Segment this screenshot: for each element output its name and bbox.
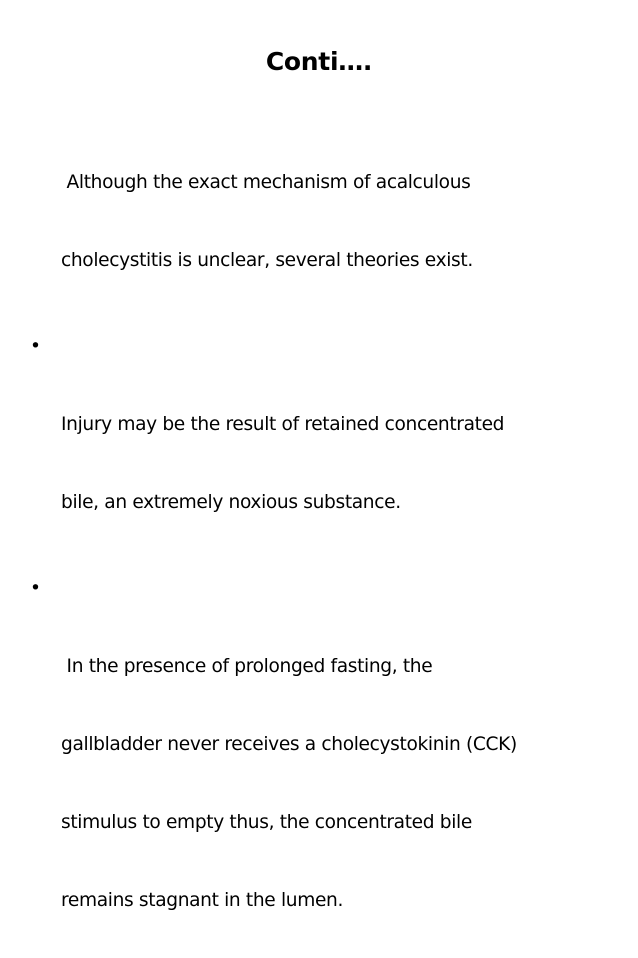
bullet-item bbox=[30, 334, 620, 568]
intro-line: Although the exact mechanism of acalculous bbox=[61, 172, 471, 193]
bullet-line: remains stagnant in the lumen. bbox=[61, 890, 344, 911]
bullet-line: In the presence of prolonged fasting, the bbox=[61, 656, 433, 677]
bullet-line: gallbladder never receives a cholecystokinin (CCK) bbox=[61, 734, 517, 755]
slide-title: Conti…. bbox=[265, 47, 373, 76]
slide-body bbox=[30, 118, 620, 958]
bullet-item bbox=[30, 576, 620, 958]
bullet-line: bile, an extremely noxious substance. bbox=[61, 492, 401, 513]
bullet-icon: • bbox=[30, 578, 41, 599]
intro-paragraph bbox=[30, 118, 620, 326]
bullet-line: stimulus to empty thus, the concentrated bile bbox=[61, 812, 472, 833]
intro-line: cholecystitis is unclear, several theories exist. bbox=[61, 250, 473, 271]
bullet-line: Injury may be the result of retained concentrated bbox=[61, 414, 505, 435]
bullet-icon: • bbox=[30, 336, 41, 357]
